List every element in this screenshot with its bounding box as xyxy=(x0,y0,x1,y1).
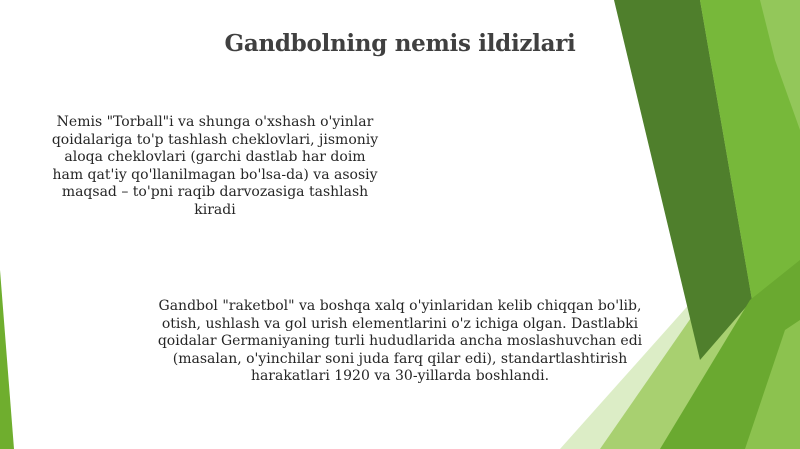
paragraph-torball: Nemis "Torball"i va shunga o'xshash o'yinlar qoidalariga to'p tashlash cheklovlari, jismoniy aloqa cheklovlari (garchi dastlab har doim ham qat'iy qo'llanilmagan bo'lsa-da) va asosiy maqsad – to'pni raqib darvozasiga tashlash kiradi xyxy=(51,114,379,218)
slide-title: Gandbolning nemis ildizlari xyxy=(224,30,576,57)
paragraph-raketbol: Gandbol "raketbol" va boshqa xalq o'yinlaridan kelib chiqqan bo'lib, otish, ushlash va gol urish elementlarini o'z ichiga olgan. Dastlabki qoidalar Germaniyaning turli hududlarida ancha moslashuvchan edi (masalan, o'yinchilar soni juda farq qilar edi), standartlashtirish harakatlari 1920 va 30-yillarda boshlandi. xyxy=(157,298,643,384)
facet-left-sliver xyxy=(0,270,14,449)
